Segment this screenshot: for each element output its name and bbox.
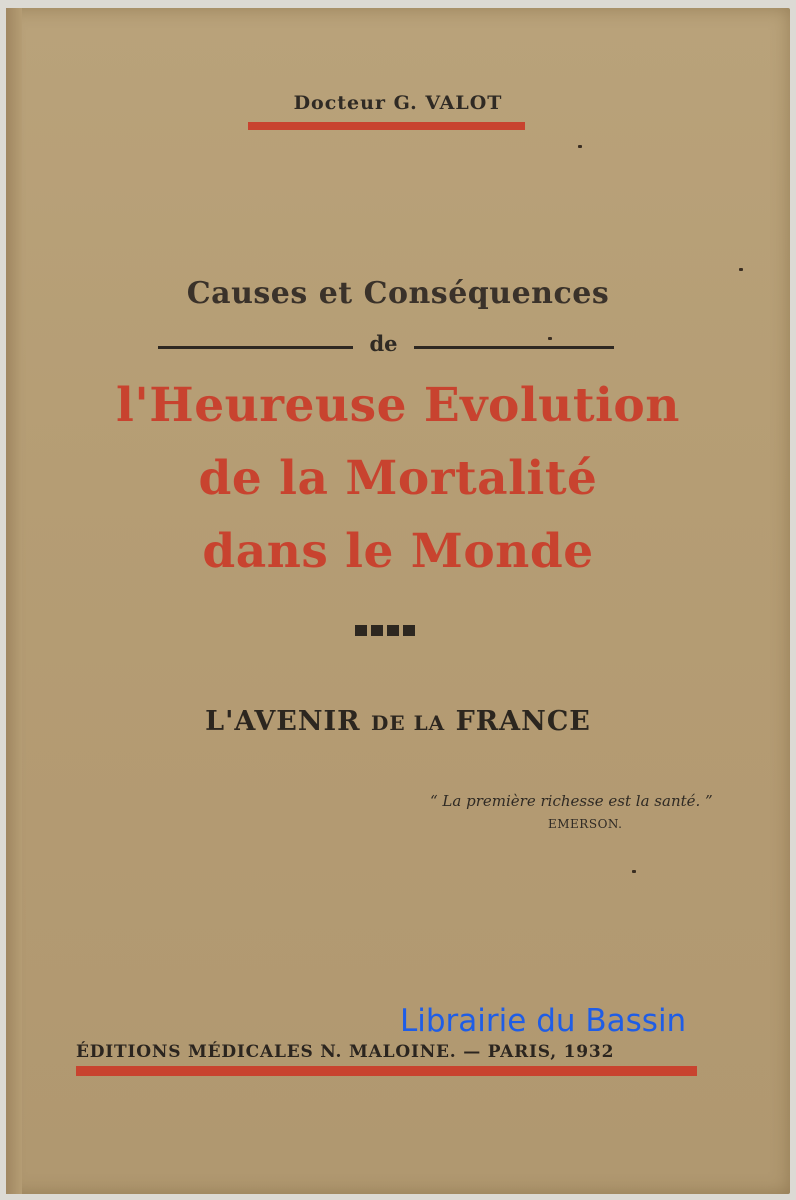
title-rule-left — [158, 346, 353, 349]
publisher-underline — [76, 1066, 697, 1076]
author-underline — [248, 122, 525, 130]
publisher-line: ÉDITIONS MÉDICALES N. MALOINE. — PARIS, 1932 — [76, 1042, 615, 1062]
ornament-block — [403, 625, 415, 636]
subtitle-part-2: DE LA — [371, 711, 446, 735]
main-title-line-2: de la Mortalité — [198, 451, 598, 506]
epigraph-author: EMERSON. — [548, 817, 623, 831]
paper-speck — [548, 337, 552, 340]
ornament-blocks — [355, 625, 415, 637]
subtitle-part-3: FRANCE — [455, 706, 591, 737]
title-connector: de — [369, 331, 398, 356]
subtitle — [0, 706, 796, 737]
paper-speck — [578, 145, 582, 148]
ornament-block — [387, 625, 399, 636]
paper-speck — [739, 268, 743, 271]
ornament-block — [355, 625, 367, 636]
author-name: Docteur G. VALOT — [293, 92, 503, 114]
title-line-1: Causes et Conséquences — [186, 276, 610, 311]
epigraph: “ La première richesse est la santé. ” — [430, 792, 713, 810]
paper-speck — [632, 870, 636, 873]
subtitle-part-1: L'AVENIR — [205, 706, 361, 737]
title-rule-right — [414, 346, 614, 349]
cover-left-edge — [6, 8, 22, 1194]
main-title-line-1: l'Heureuse Evolution — [116, 378, 680, 433]
ornament-block — [371, 625, 383, 636]
bookseller-watermark: Librairie du Bassin — [400, 1003, 687, 1039]
main-title-line-3: dans le Monde — [202, 524, 594, 579]
